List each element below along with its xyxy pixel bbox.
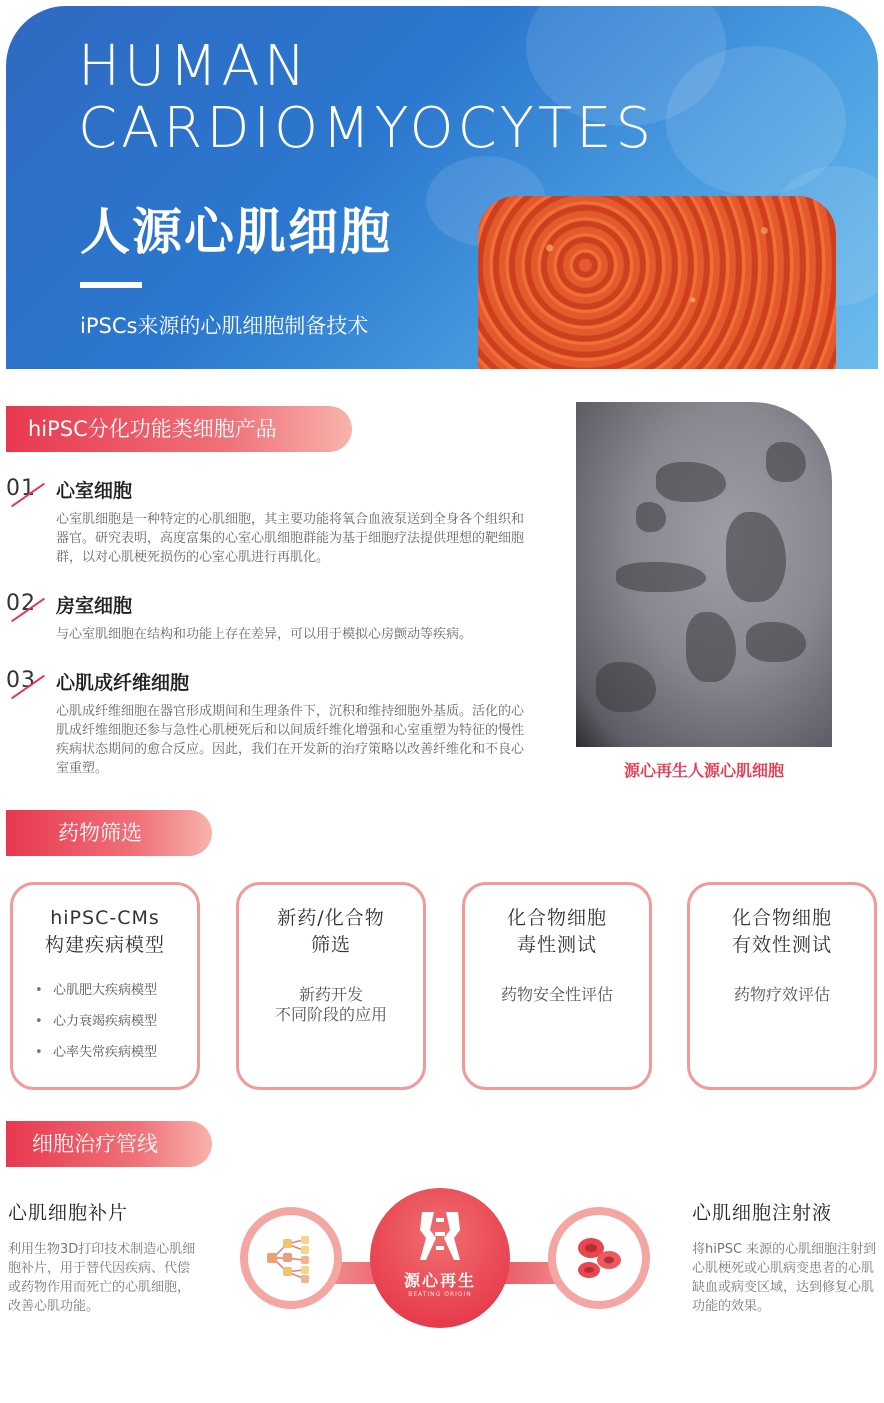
item-number: 02 <box>6 591 36 616</box>
hero-title-en: HUMAN CARDIOMYOCYTES <box>78 34 656 161</box>
item-number: 01 <box>6 476 36 501</box>
item-title: 心室细胞 <box>56 480 133 502</box>
therapy-left-description: 利用生物3D打印技术制造心肌细胞补片，用于替代因疾病、代偿或药物作用而死亡的心肌细胞，改善心肌功能。 <box>8 1242 196 1314</box>
brand-logo <box>370 1188 510 1328</box>
item-description: 心肌成纤维细胞在器官形成期间和生理条件下，沉积和维持细胞外基质。活化的心肌成纤维细胞还参与急性心肌梗死后和以间质纤维化增强和心室重塑为特征的慢性疾病状态期间的愈合反应。因此，我们在开发新的治疗策略以改善纤维化和不良心室重塑。 <box>56 704 525 776</box>
image-caption: 源心再生人源心肌细胞 <box>623 761 784 780</box>
item-number: 03 <box>6 668 36 693</box>
card-efficacy-test <box>687 882 877 1090</box>
card-title: 新药/化合物 筛选 <box>277 907 385 956</box>
item-description: 心室肌细胞是一种特定的心肌细胞，其主要功能将氧合血液泵送到全身各个组织和器官。研究表明，高度富集的心室心肌细胞群能为基于细胞疗法提供理想的靶细胞群，以对心肌梗死损伤的心室心肌进行再肌化。 <box>56 512 525 565</box>
blood-cells-icon <box>556 1215 642 1301</box>
hero-subtitle: iPSCs来源的心肌细胞制备技术 <box>80 314 369 338</box>
therapy-right-title: 心肌细胞注射液 <box>692 1202 833 1224</box>
list-item: • 心力衰竭疾病模型 <box>35 1014 197 1029</box>
section-heading-products: hiPSC分化功能类细胞产品 <box>6 406 352 452</box>
card-subtitle: 药物安全性评估 <box>500 985 613 1004</box>
brand-name: 源心再生 <box>403 1271 476 1290</box>
list-item: • 心肌肥大疾病模型 <box>35 983 197 998</box>
hero-banner <box>6 6 878 369</box>
therapy-left-title: 心肌细胞补片 <box>8 1202 129 1224</box>
cardiomyocyte-culture-image <box>478 196 836 369</box>
bullet-list <box>35 983 197 1060</box>
card-subtitle: 药物疗效评估 <box>733 985 830 1004</box>
brand-name-en: BEATING ORIGIN <box>408 1291 472 1298</box>
microscope-image <box>576 402 832 747</box>
hero-title-cn: 人源心肌细胞 <box>80 203 392 261</box>
card-subtitle: 新药开发 不同阶段的应用 <box>274 985 387 1024</box>
card-title: 化合物细胞 毒性测试 <box>506 907 607 956</box>
card-disease-model <box>10 882 200 1090</box>
list-item: • 心率失常疾病模型 <box>35 1045 197 1060</box>
card-drug-screening <box>236 882 426 1090</box>
card-toxicity-test <box>462 882 652 1090</box>
item-description: 与心室肌细胞在结构和功能上存在差异，可以用于模拟心房颤动等疾病。 <box>56 627 473 642</box>
item-title: 房室细胞 <box>56 595 133 617</box>
logo-icon <box>416 1208 464 1264</box>
card-title: 化合物细胞 有效性测试 <box>731 907 832 956</box>
section-heading-cell-therapy: 细胞治疗管线 <box>6 1121 212 1167</box>
hero-divider <box>80 282 142 288</box>
item-title: 心肌成纤维细胞 <box>56 672 190 694</box>
network-icon <box>248 1215 334 1301</box>
section-heading-drug-screening: 药物筛选 <box>6 810 212 856</box>
card-title: hiPSC-CMs 构建疾病模型 <box>44 907 165 956</box>
therapy-right-description: 将hiPSC 来源的心肌细胞注射到心肌梗死或心肌病变患者的心肌缺血或病变区域，达到修复心肌功能的效果。 <box>692 1242 877 1314</box>
